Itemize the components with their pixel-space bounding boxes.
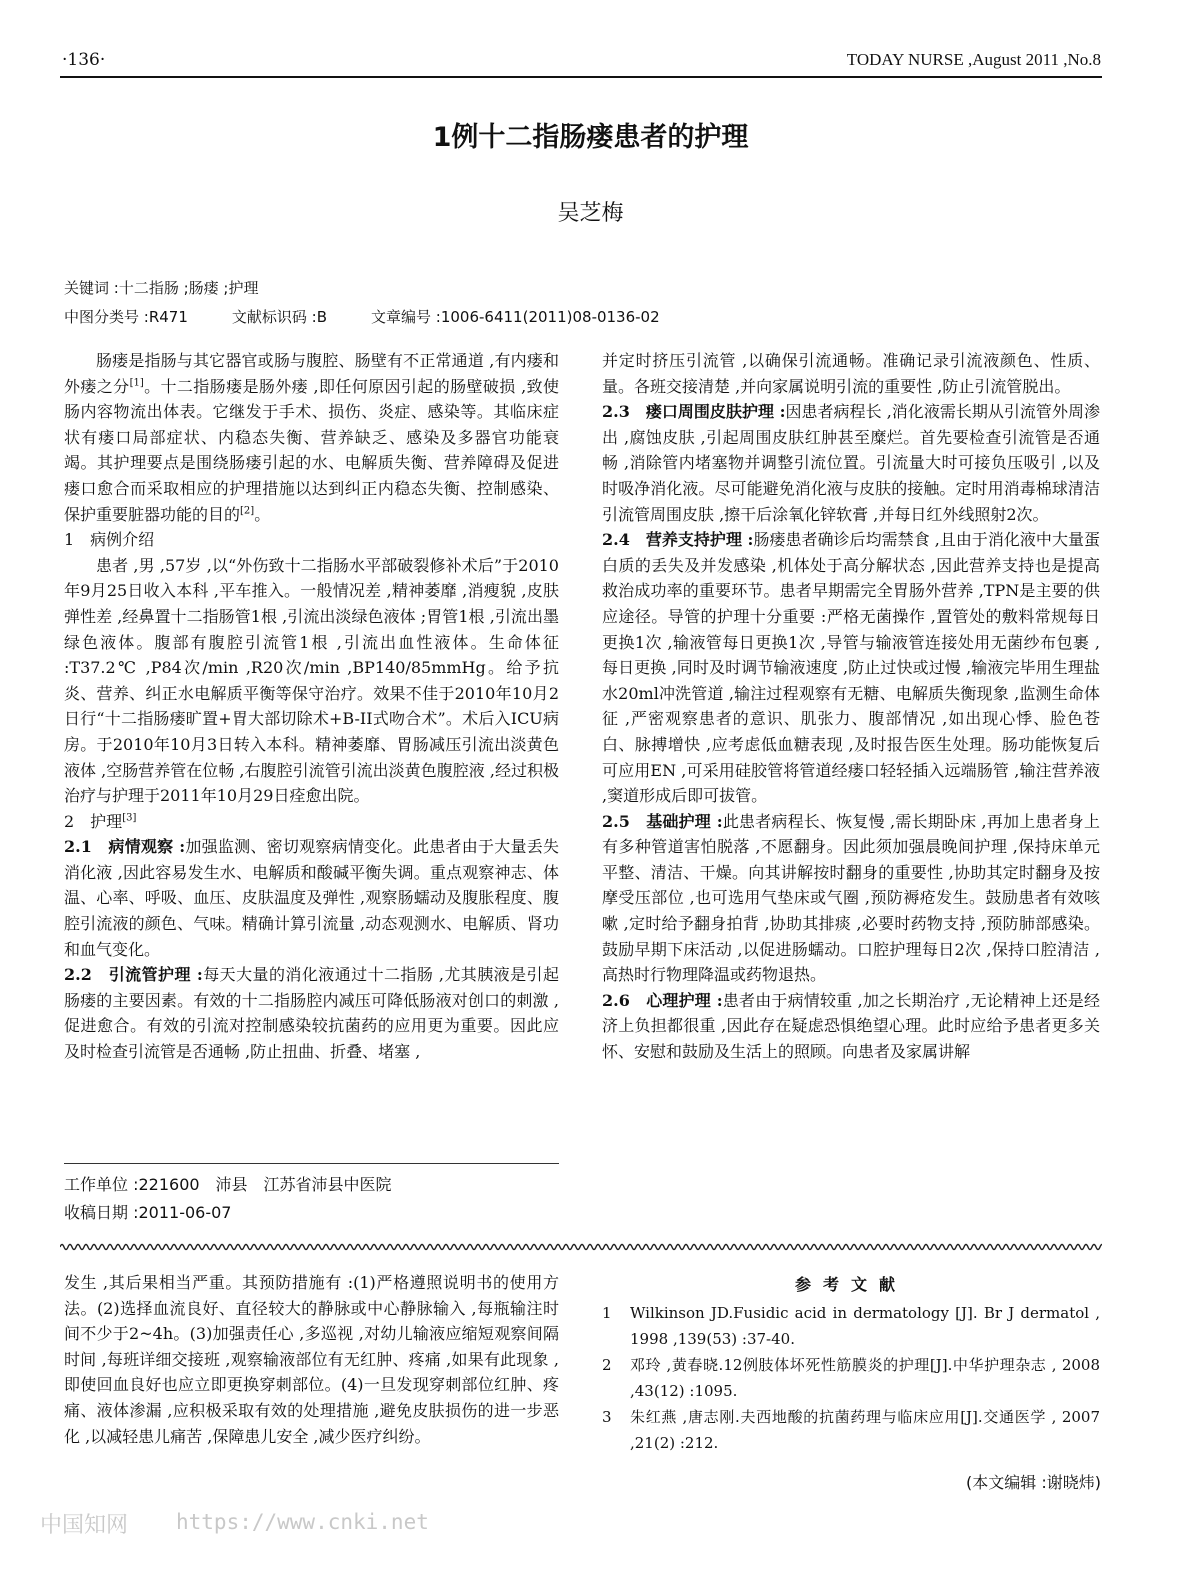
subsection-2-5: [602, 809, 1100, 988]
intro-text-a: 肠瘘是指肠与其它器官或肠与腹腔、肠壁有不正常通道 ,有内瘘和外瘘之分: [64, 351, 559, 396]
subsection-2-3-body: 因患者病程长 ,消化液需长期从引流管外周渗出 ,腐蚀皮肤 ,引起周围皮肤红肿甚至糜烂。首先要检查引流管是否通畅 ,消除管内堵塞物并调整引流位置。引流量大时可接负压吸引 ,以及时吸净消化液。尽可能避免消化液与皮肤的接触。定时用消毒棉球清洁引流管周围皮肤 ,擦干后涂氧化锌软膏 ,并每日红外线照射2次。: [602, 402, 1100, 524]
subsection-2-5-body: 此患者病程长、恢复慢 ,需长期卧床 ,再加上患者身上有多种管道害怕脱落 ,不愿翻身。因此须加强晨晚间护理 ,保持床单元平整、清洁、干燥。向其讲解按时翻身的重要性 ,协助其定时翻身及按摩受压部位 ,也可选用气垫床或气圈 ,预防褥疮发生。鼓励患者有效咳嗽 ,定时给予翻身拍背 ,协助其排痰 ,必要时药物支持 ,预防肺部感染。鼓励早期下床活动 ,以促进肠蠕动。口腔护理每日2次 ,保持口腔清洁 ,高热时行物理降温或药物退热。: [602, 811, 1100, 985]
subsection-2-4-body: 肠瘘患者确诊后均需禁食 ,且由于消化液中大量蛋白质的丢失及并发感染 ,机体处于高分解状态 ,因此营养支持也是提高救治成功率的重要环节。患者早期需完全胃肠外营养 ,TPN是主要的供应途径。导管的护理十分重要 :严格无菌操作 ,置管处的敷料常规每日更换1次 ,输液管每日更换1次 ,导管与输液管连接处用无菌纱布包裹 ,每日更换 ,同时及时调节输液速度 ,防止过快或过慢 ,输液完毕用生理盐水20ml冲洗管道 ,输注过程观察有无糖、电解质失衡现象 ,监测生命体征 ,严密观察患者的意识、肌张力、腹部情况 ,如出现心悸、脸色苍白、脉搏增快 ,应考虑低血糖表现 ,及时报告医生处理。肠功能恢复后可应用EN ,可采用硅胶管将管道经瘘口轻轻插入远端肠管 ,输注营养液 ,窦道形成后即可拔管。: [602, 530, 1100, 806]
intro-text-c: 。: [254, 504, 271, 524]
header-rule: [60, 76, 1102, 78]
reference-text: 邓玲 ,黄春晓.12例肢体坏死性筋膜炎的护理[J].中华护理杂志 , 2008 ,43(12) :1095.: [630, 1356, 1100, 1400]
journal-running-header: TODAY NURSE ,August 2011 ,No.8: [846, 50, 1101, 69]
citation-1: [1]: [129, 377, 144, 389]
subsection-2-1: [64, 834, 559, 962]
cnki-watermark: 中国知网: [40, 1513, 129, 1538]
section-2-title: 2 护理: [64, 811, 123, 831]
citation-3: [3]: [122, 812, 137, 824]
author-affiliation: 工作单位 :221600 沛县 江苏省沛县中医院: [64, 1175, 392, 1194]
subsection-2-1-body: 加强监测、密切观察病情变化。此患者由于大量丢失消化液 ,因此容易发生水、电解质和酸碱平衡失调。重点观察神志、体温、心率、呼吸、血压、皮肤温度及弹性 ,观察肠蠕动及腹胀程度、腹腔引流液的颜色、气味。精确计算引流量 ,动态观测水、电解质、肾功和血气变化。: [64, 837, 559, 959]
intro-paragraph: [64, 348, 559, 527]
reference-number: 1: [602, 1304, 612, 1322]
article-title: 1例十二指肠瘘患者的护理: [432, 122, 749, 153]
subsection-2-5-heading: 2.5 基础护理 :: [602, 811, 723, 831]
subsection-2-1-heading: 2.1 病情观察 :: [64, 837, 186, 857]
subsection-2-4: [602, 527, 1100, 809]
right-column: [602, 348, 1100, 1065]
cnki-watermark-url[interactable]: https://www.cnki.net: [176, 1510, 429, 1534]
intro-text-b: 。十二指肠瘘是肠外瘘 ,即任何原因引起的肠壁破损 ,致使肠内容物流出体表。它继发于手术、损伤、炎症、感染等。其临床症状有瘘口局部症状、内稳态失衡、营养缺乏、感染及多器官功能衰竭。其护理要点是围绕肠瘘引起的水、电解质失衡、营养障碍及促进瘘口愈合而采取相应的护理措施以达到纠正内稳态失衡、控制感染、保护重要脏器功能的目的: [64, 376, 559, 524]
page-number: ·136·: [62, 50, 106, 70]
document-code: 文献标识码 :B: [231, 308, 328, 326]
article-meta: [64, 306, 660, 327]
reference-number: 3: [602, 1408, 612, 1426]
subsection-2-3-heading: 2.3 瘘口周围皮肤护理 :: [602, 402, 786, 422]
wave-divider: [60, 1240, 1102, 1254]
section-1-heading: 1 病例介绍: [64, 530, 155, 550]
citation-2: [2]: [240, 505, 255, 517]
article-number: 文章编号 :1006-6411(2011)08-0136-02: [371, 308, 660, 326]
wave-line: [60, 1245, 1102, 1250]
reference-item: [602, 1404, 1100, 1456]
subsection-2-2-continued: 并定时挤压引流管 ,以确保引流通畅。准确记录引流液颜色、性质、量。各班交接清楚 ,并向家属说明引流的重要性 ,防止引流管脱出。: [602, 351, 1100, 396]
section-1-body: 患者 ,男 ,57岁 ,以“外伤致十二指肠水平部破裂修补术后”于2010年9月25日收入本科 ,平车推入。一般情况差 ,精神萎靡 ,消瘦貌 ,皮肤弹性差 ,经鼻置十二指肠管1根 ,引流出淡绿色液体 ;胃管1根 ,引流出墨绿色液体。腹部有腹腔引流管1根 ,引流出血性液体。生命体征 :T37.2℃ ,P84次/min ,R20次/min ,BP140/85mmHg。给予抗炎、营养、纠正水电解质平衡等保守治疗。效果不佳于2010年10月2日行“十二指肠瘘旷置+胃大部切除术+B-II式吻合术”。术后入ICU病房。于2010年10月3日转入本科。精神萎靡、胃肠减压引流出淡黄色液体 ,空肠营养管在位畅 ,右腹腔引流管引流出淡黄色腹腔液 ,经过积极治疗与护理于2011年10月29日痊愈出院。: [64, 555, 559, 806]
keywords: 关键词 :十二指肠 ;肠瘘 ;护理: [64, 279, 259, 297]
references-heading: 参考文献: [794, 1275, 907, 1294]
left-column: [64, 348, 559, 1065]
reference-text: Wilkinson JD.Fusidic acid in dermatology [J]. Br J dermatol , 1998 ,139(53) :37-40.: [630, 1304, 1100, 1348]
reference-item: [602, 1300, 1100, 1352]
subsection-2-4-heading: 2.4 营养支持护理 :: [602, 530, 754, 550]
references-list: [602, 1300, 1100, 1456]
subsection-2-6-heading: 2.6 心理护理 :: [602, 990, 723, 1010]
subsection-2-2-body: 每天大量的消化液通过十二指肠 ,尤其胰液是引起肠瘘的主要因素。有效的十二指肠腔内减压可降低肠液对创口的刺激 ,促进愈合。有效的引流对控制感染较抗菌药的应用更为重要。因此应及时检查引流管是否通畅 ,防止扭曲、折叠、堵塞 ,: [64, 965, 559, 1062]
footnote-rule: [64, 1163, 559, 1164]
received-date: 收稿日期 :2011-06-07: [64, 1203, 232, 1222]
subsection-2-6: [602, 988, 1100, 1065]
subsection-2-6-body: 患者由于病情较重 ,加之长期治疗 ,无论精神上还是经济上负担都很重 ,因此存在疑虑恐惧绝望心理。此时应给予患者更多关怀、安慰和鼓励及生活上的照顾。向患者及家属讲解: [602, 990, 1100, 1062]
subsection-2-2-heading: 2.2 引流管护理 :: [64, 965, 203, 985]
subsection-2-3: [602, 399, 1100, 527]
editor-credit: (本文编辑 :谢晓炜): [966, 1473, 1101, 1492]
clc-number: 中图分类号 :R471: [64, 308, 188, 326]
reference-item: [602, 1352, 1100, 1404]
continued-article-text: 发生 ,其后果相当严重。其预防措施有 :(1)严格遵照说明书的使用方法。(2)选择血流良好、直径较大的静脉或中心静脉输入 ,每瓶输注时间不少于2~4h。(3)加强责任心 ,多巡视 ,对幼儿输液应缩短观察间隔时间 ,每班详细交接班 ,观察输液部位有无红肿、疼痛 ,如果有此现象 ,即使回血良好也应立即更换穿刺部位。(4)一旦发现穿刺部位红肿、疼痛、液体渗漏 ,应积极采取有效的处理措施 ,避免皮肤损伤的进一步恶化 ,以减轻患儿痛苦 ,保障患儿安全 ,减少医疗纠纷。: [64, 1273, 559, 1446]
author: 吴芝梅: [557, 201, 624, 226]
reference-text: 朱红燕 ,唐志刚.夫西地酸的抗菌药理与临床应用[J].交通医学 , 2007 ,21(2) :212.: [630, 1408, 1100, 1452]
reference-number: 2: [602, 1356, 612, 1374]
subsection-2-2: [64, 962, 559, 1064]
section-2-heading: [64, 809, 559, 835]
